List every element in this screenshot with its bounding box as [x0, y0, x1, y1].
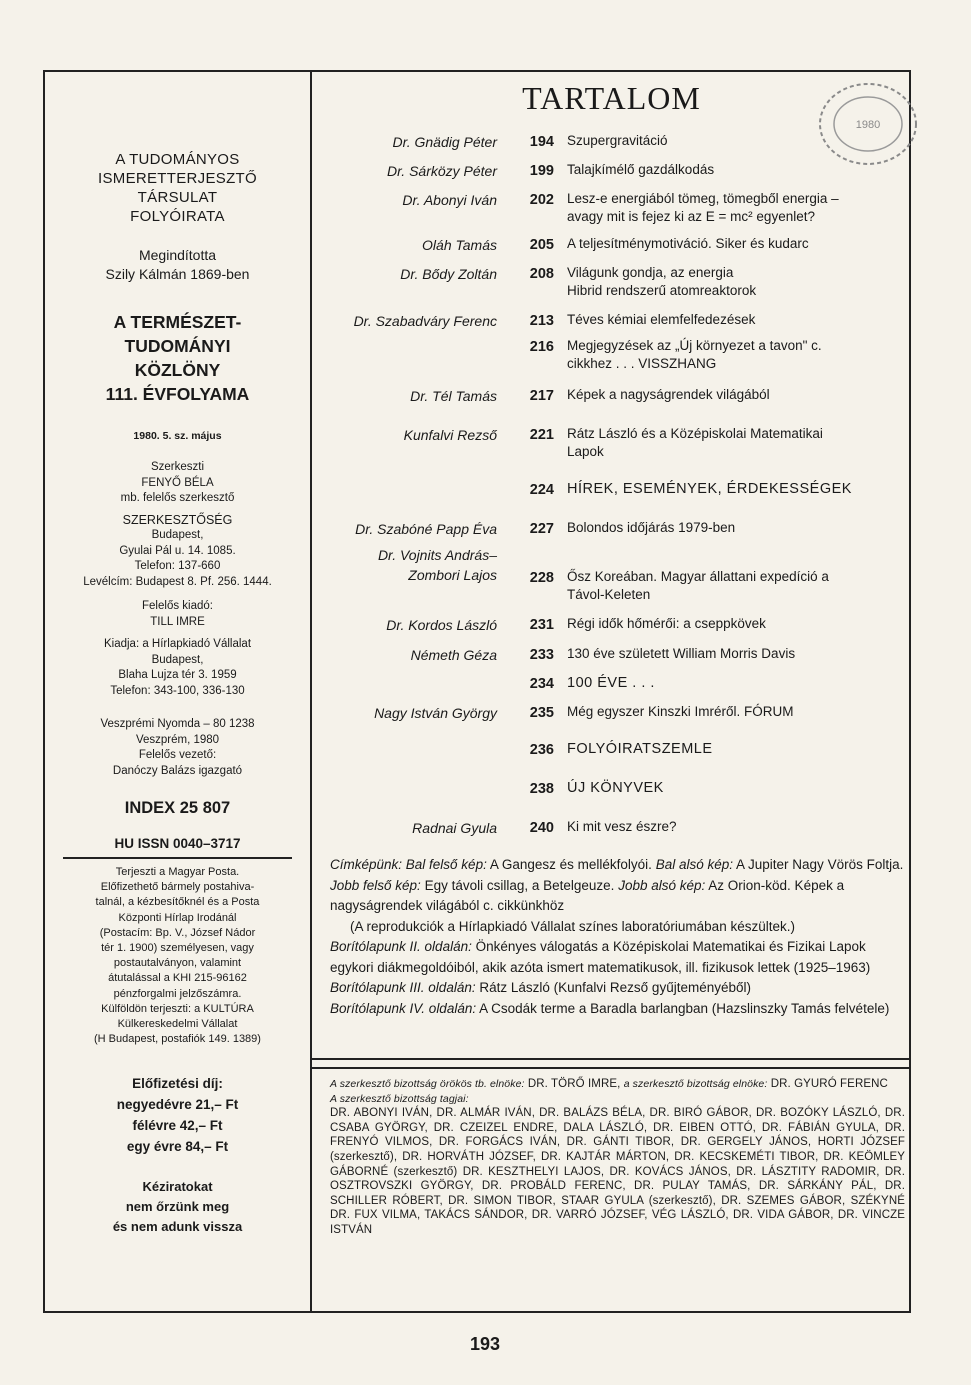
board-members: DR. ABONYI IVÁN, DR. ALMÁR IVÁN, DR. BALÁZS BÉLA, DR. BIRÓ GÁBOR, DR. BOZÓKY LÁSZLÓ, DR. CSABA GYÖRGY, DR. CZEIZEL ENDRE, DALA LÁSZLÓ, DR. EIBEN OTTÓ, DR. FÁBIÁN GYULA, DR. FRENYÓ VILMOS, DR. FORGÁCS IVÁN, DR. GÁNTI TIBOR, DR. GERGELY JÁNOS, HORTI JÓZSEF (szerkesztő), DR. HORVÁTH JÓZSEF, DR. KAJTÁR MÁRTON, DR. KECSKEMÉTI TIBOR, DR. KEÖMLEY GÁBORNÉ (szerkesztő) DR. KESZTHELYI LAJOS, DR. KOVÁCS JÁNOS, DR. LÁSZTITY RADOMIR, DR. OSZTROVSZKI GYÖRGY, DR. PROBÁLD FERENC, DR. PULAY TAMÁS, DR. SÁRKÁNY PÁL, DR. SCHILLER RÓBERT, DR. SIMON TIBOR, STAAR GYULA (szerkesztő), DR. SZEMES GÁBOR, SZÉKYNÉ DR. FUX VILMA, TAKÁCS SÁNDOR, DR. VARRÓ JÓZSEF, VÉG LÁSZLÓ, DR. VIDA GÁBOR, DR. VINCZE ISTVÁN — [330, 1107, 905, 1236]
printer-line: Felelős vezető: — [138, 749, 217, 761]
toc-page: 227 — [529, 521, 554, 537]
back-cover-3 — [330, 978, 905, 999]
issn-number: HU ISSN 0040–3717 — [63, 836, 292, 859]
toc-title-line: Rátz László és a Középiskolai Matematikai — [567, 426, 823, 441]
distribution-line: tér 1. 1900) személyesen, vagy — [101, 942, 254, 955]
toc-author: Németh Géza — [410, 647, 497, 663]
issued-by-block — [45, 637, 310, 699]
toc-title-text: 130 éve született William Morris Davis — [567, 646, 796, 661]
cover-text: A Gangesz és mellékfolyói. — [489, 857, 652, 872]
toc-title-text — [567, 337, 907, 373]
manuscript-notice — [45, 1177, 310, 1237]
editorial-board — [330, 1077, 905, 1238]
toc-title-text: ÚJ KÖNYVEK — [567, 780, 664, 796]
toc-title-text: Talajkímélő gazdálkodás — [567, 162, 715, 177]
distribution-line: pénzforgalmi jelzőszámra. — [113, 987, 242, 1000]
board-label: A szerkesztő bizottság örökös tb. elnöke: — [330, 1078, 525, 1090]
distribution-line: Központi Hírlap Irodánál — [118, 911, 237, 924]
founding-line: Szily Kálmán 1869-ben — [105, 266, 250, 282]
journal-line: A TERMÉSZET- — [113, 312, 242, 332]
toc-author: Dr. Gnädig Péter — [392, 134, 497, 150]
toc-title: TARTALOM — [522, 80, 701, 116]
publisher-resp-block — [45, 599, 310, 630]
board-divider — [312, 1067, 911, 1069]
toc-page: 238 — [529, 781, 554, 797]
toc-title-line: Lesz-e energiából tömeg, tömegből energia – — [567, 191, 839, 206]
toc-title-text: Ki mit vesz észre? — [567, 819, 677, 834]
toc-author: Dr. Tél Tamás — [410, 388, 497, 404]
publisher-resp-line: Felelős kiadó: — [142, 600, 213, 612]
issued-by-line: Telefon: 343-100, 336-130 — [110, 684, 245, 697]
board-honorary-chair: DR. TÖRŐ IMRE, — [527, 1078, 621, 1090]
toc-author: Oláh Tamás — [422, 237, 497, 253]
editor-label: Szerkeszti — [150, 461, 205, 473]
toc-page: 236 — [529, 742, 554, 758]
svg-text:1980: 1980 — [855, 119, 881, 131]
office-line: SZERKESZTŐSÉG — [122, 512, 233, 527]
cover-caption — [330, 855, 905, 937]
toc-page: 208 — [529, 266, 554, 282]
toc-page: 233 — [529, 647, 554, 663]
cover-text: (A reprodukciók a Hírlapkiadó Vállalat színes laboratóriumában készültek.) — [350, 918, 795, 934]
journal-line: KÖZLÖNY — [134, 360, 221, 380]
office-line: Telefon: 137-660 — [134, 560, 221, 572]
toc-title-text: HÍREK, ESEMÉNYEK, ÉRDEKESSÉGEK — [567, 481, 852, 497]
back-cover-text: Rátz László (Kunfalvi Rezső gyűjteményéből) — [479, 980, 751, 995]
toc-title-line: Távol-Keleten — [567, 587, 651, 602]
subscription-line: Előfizetési díj: — [132, 1076, 223, 1092]
page-number: 193 — [470, 1334, 501, 1354]
back-cover-label: Borítólapunk IV. oldalán: — [330, 1000, 477, 1016]
subscription-block — [45, 1073, 310, 1157]
toc-title-line: avagy mit is fejez ki az E = mc² egyenlet? — [567, 209, 815, 224]
toc-author: Dr. Bődy Zoltán — [400, 266, 497, 282]
publisher-name — [45, 150, 310, 226]
journal-title — [45, 310, 310, 406]
subscription-line: egy évre 84,– Ft — [126, 1139, 229, 1155]
toc-author — [378, 545, 497, 585]
back-cover-label: Borítólapunk III. oldalán: — [330, 980, 476, 995]
journal-line: 111. ÉVFOLYAMA — [105, 384, 250, 404]
distribution-line: Terjeszti a Magyar Posta. — [115, 866, 240, 878]
toc-title-line: Lapok — [567, 444, 604, 459]
toc-page: 234 — [529, 676, 554, 692]
cover-text: Egy távoli csillag, a Betelgeuze. — [424, 877, 615, 893]
back-cover-label: Borítólapunk II. oldalán: — [330, 939, 472, 954]
manuscript-line: nem őrzünk meg — [125, 1199, 230, 1215]
toc-author-line: Zombori Lajos — [408, 567, 497, 583]
toc-title-line: Megjegyzések az „Új környezet a tavon" c. — [567, 338, 822, 353]
imprint-column — [45, 150, 310, 1237]
toc-page: 217 — [529, 388, 554, 404]
founding-note — [45, 246, 310, 284]
toc-page: 221 — [529, 427, 554, 443]
index-number: INDEX 25 807 — [124, 799, 231, 817]
board-divider-top — [312, 1058, 911, 1060]
toc-author: Dr. Abonyi Iván — [402, 192, 497, 208]
board-members-label: A szerkesztő bizottság tagjai: — [330, 1092, 469, 1105]
toc-page: 194 — [529, 134, 554, 150]
publisher-line: ISMERETTERJESZTŐ — [98, 170, 257, 187]
toc-title-text: A teljesítménymotiváció. Siker és kudarc — [567, 236, 809, 251]
distribution-line: postautalványon, valamint — [113, 957, 242, 970]
toc-title-text: Régi idők hőmérői: a cseppkövek — [567, 616, 766, 631]
toc-title-text: 100 ÉVE . . . — [567, 675, 655, 691]
distribution-line: (H Budapest, postafiók 149. 1389) — [94, 1033, 261, 1046]
toc-author-line: Dr. Vojnits András– — [377, 547, 497, 563]
toc-page: 205 — [529, 237, 554, 253]
printer-block — [45, 717, 310, 779]
editor-block — [45, 460, 310, 507]
toc-title-text: Bolondos időjárás 1979-ben — [567, 520, 736, 535]
toc-page: 202 — [529, 192, 554, 208]
toc-title-text — [567, 264, 907, 300]
toc-author: Nagy István György — [374, 705, 497, 721]
toc-title-text — [567, 425, 907, 461]
publisher-line: A TUDOMÁNYOS — [115, 151, 240, 168]
distribution-line: Külkereskedelmi Vállalat — [117, 1018, 238, 1031]
cover-label: Jobb alsó kép: — [618, 877, 706, 893]
toc-author: Dr. Szabadváry Ferenc — [353, 313, 497, 329]
toc-title-text: Téves kémiai elemfelfedezések — [567, 312, 756, 327]
toc-page: 224 — [529, 482, 554, 498]
cover-label: Jobb felső kép: — [330, 877, 421, 893]
toc-page: 216 — [529, 339, 554, 355]
issued-by-line: Budapest, — [151, 653, 204, 666]
toc-title-text: Még egyszer Kinszki Imréről. FÓRUM — [567, 704, 794, 719]
toc-title-line: Hibrid rendszerű atomreaktorok — [567, 283, 757, 298]
editor-name: FENYŐ BÉLA — [141, 476, 214, 489]
toc-author: Kunfalvi Rezső — [403, 427, 497, 443]
printer-line: Veszprémi Nyomda – 80 1238 — [100, 718, 255, 730]
toc-page: 240 — [529, 820, 554, 836]
printer-line: Veszprém, 1980 — [135, 733, 220, 746]
cover-label: Bal alsó kép: — [655, 857, 733, 872]
board-label: a szerkesztő bizottság elnöke: — [623, 1078, 768, 1090]
publisher-resp-line: TILL IMRE — [150, 615, 205, 628]
publisher-line: FOLYÓIRATA — [130, 208, 225, 225]
manuscript-line: Kéziratokat — [142, 1179, 213, 1195]
issued-by-line: Kiadja: a Hírlapkiadó Vállalat — [103, 638, 252, 650]
distribution-line: talnál, a kézbesítőknél és a Posta — [95, 896, 260, 909]
distribution-block — [45, 865, 310, 1047]
back-cover-4 — [330, 999, 905, 1020]
toc-page: 228 — [529, 570, 554, 586]
toc-author: Dr. Szabóné Papp Éva — [355, 521, 497, 537]
distribution-line: (Postacím: Bp. V., József Nádor — [99, 926, 256, 939]
cover-notes — [330, 855, 905, 1019]
toc-title-text: Szupergravitáció — [567, 133, 668, 148]
cover-text: Az Orion-köd. Képek a nagyságrendek világából c. cikkünkhöz — [330, 877, 845, 913]
board-chairs — [330, 1077, 905, 1092]
toc-author: Dr. Sárközy Péter — [387, 163, 497, 179]
toc-title-line: Ősz Koreában. Magyar állattani expedíció a — [567, 569, 829, 584]
toc-title-text: Képek a nagyságrendek világából — [567, 387, 770, 402]
toc-author: Radnai Gyula — [412, 820, 497, 836]
toc-title-text — [567, 190, 907, 226]
printer-line: Danóczy Balázs igazgató — [112, 764, 243, 777]
distribution-line: Előfizethető bármely postahiva- — [100, 881, 255, 894]
toc-title-text: FOLYÓIRATSZEMLE — [567, 741, 713, 757]
toc-title-line: cikkhez . . . VISSZHANG — [567, 356, 717, 371]
toc-page: 199 — [529, 163, 554, 179]
toc-author: Dr. Kordos László — [386, 617, 497, 633]
column-divider — [310, 70, 312, 1313]
office-line: Budapest, — [151, 529, 204, 541]
toc-page: 213 — [529, 313, 554, 329]
back-cover-2 — [330, 937, 905, 978]
issue-date: 1980. 5. sz. május — [133, 430, 222, 442]
office-block — [45, 513, 310, 591]
manuscript-line: és nem adunk vissza — [112, 1219, 243, 1235]
back-cover-text: Önkényes válogatás a Középiskolai Matematikai és Fizikai Lapok egykori diákmegoldóiból, akik azóta ismert matematikusok, ill. fizikusok lettek (1925–1963) — [330, 939, 871, 975]
back-cover-text: A Csodák terme a Baradla barlangban (Hazslinszky Tamás felvétele) — [479, 1000, 890, 1016]
issued-by-line: Blaha Lujza tér 3. 1959 — [118, 669, 237, 681]
cover-text: A Jupiter Nagy Vörös Foltja. — [736, 857, 904, 872]
editor-role: mb. felelős szerkesztő — [120, 492, 235, 504]
distribution-line: Külföldön terjeszti: a KULTÚRA — [101, 1002, 254, 1015]
founding-line: Megindította — [138, 247, 217, 263]
toc-page: 231 — [529, 617, 554, 633]
office-line: Gyulai Pál u. 14. 1085. — [119, 544, 236, 557]
journal-line: TUDOMÁNYI — [124, 336, 231, 356]
subscription-line: negyedévre 21,– Ft — [116, 1097, 239, 1113]
board-chair: DR. GYURÓ FERENC — [770, 1078, 888, 1090]
toc-title-line: Világunk gondja, az energia — [567, 265, 734, 280]
office-line: Levélcím: Budapest 8. Pf. 256. 1444. — [83, 575, 272, 588]
toc-page: 235 — [529, 705, 554, 721]
toc-title-text — [567, 568, 907, 604]
publisher-line: TÁRSULAT — [137, 189, 218, 206]
subscription-line: félévre 42,– Ft — [132, 1118, 223, 1134]
cover-label: Címképünk: Bal felső kép: — [330, 857, 487, 872]
distribution-line: átutalással a KHI 215-96162 — [108, 972, 247, 985]
